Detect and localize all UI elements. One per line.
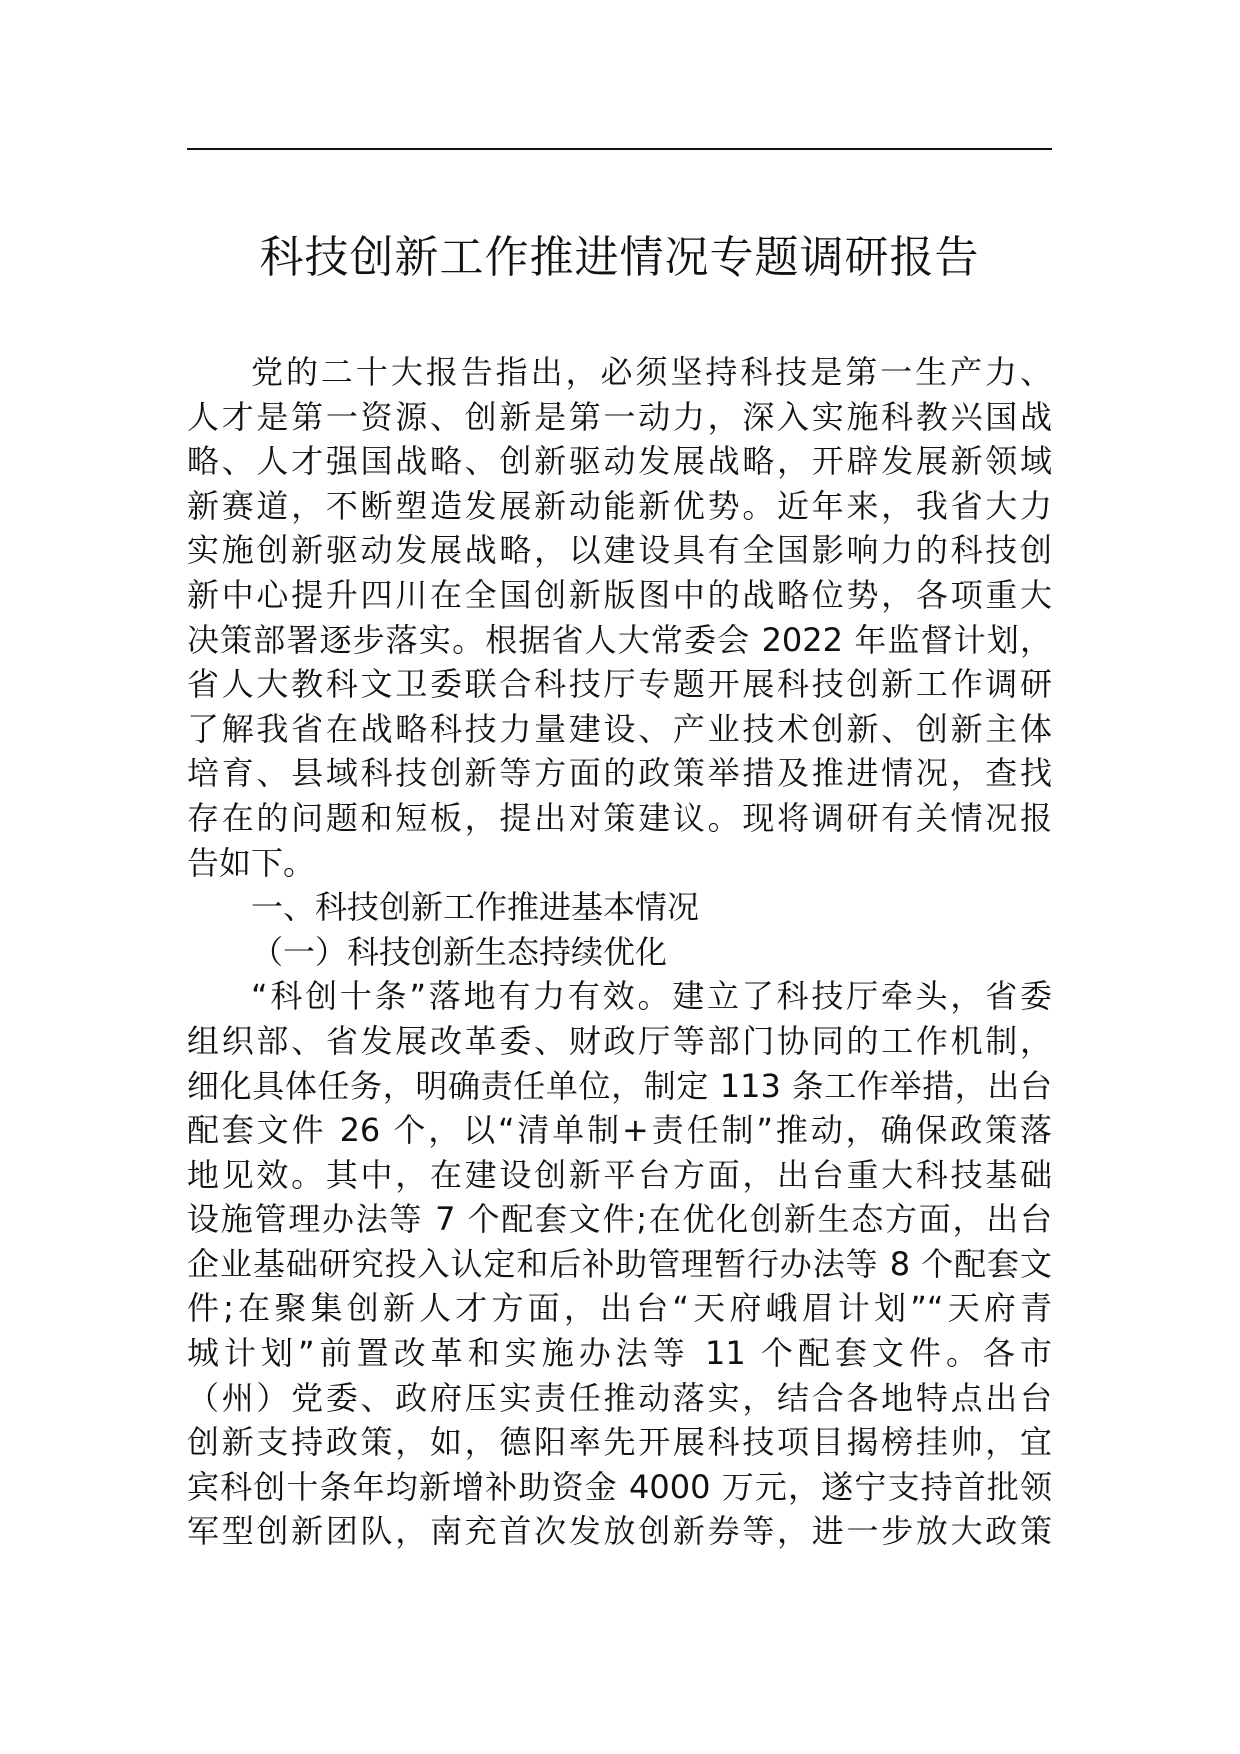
body-line-text: 略、人才强国战略、创新驱动发展战略，开辟发展新领域 [187,442,1052,481]
body-line-text: 军型创新团队，南充首次发放创新券等，进一步放大政策 [187,1512,1052,1551]
body-line [187,1064,1052,1109]
body-line [187,350,1052,395]
body-line-text: 创新支持政策，如，德阳率先开展科技项目揭榜挂帅，宜 [187,1423,1052,1462]
body-line-text: 实施创新驱动发展战略，以建设具有全国影响力的科技创 [187,531,1052,570]
body-line-text: 了解我省在战略科技力量建设、产业技术创新、创新主体 [187,709,1052,748]
body-line [187,796,1052,841]
body-line [187,1019,1052,1064]
body-line [187,885,1052,930]
document-title: 科技创新工作推进情况专题调研报告 [259,232,980,283]
body-line-text: （州）党委、政府压实责任推动落实，结合各地特点出台 [187,1378,1052,1417]
body-line [187,1108,1052,1153]
body-line [187,1197,1052,1242]
body-line-text: （一）科技创新生态持续优化 [251,932,668,971]
body-line-text: 新中心提升四川在全国创新版图中的战略位势，各项重大 [187,575,1052,614]
body-line-text: 省人大教科文卫委联合科技厅专题开展科技创新工作调研 [187,665,1052,704]
body-line-text: 决策部署逐步落实。根据省人大常委会 2022 年监督计划， [187,620,1052,659]
body-line-text: 人才是第一资源、创新是第一动力，深入实施科教兴国战 [187,397,1052,436]
body-line [187,751,1052,796]
body-line [187,662,1052,707]
body-line-text: 件;在聚集创新人才方面，出台“天府峨眉计划”“天府青 [187,1289,1052,1328]
body-line-text: 配套文件 26 个，以“清单制+责任制”推动，确保政策落 [187,1111,1052,1150]
body-line-text: 存在的问题和短板，提出对策建议。现将调研有关情况报 [187,798,1052,837]
body-line [187,930,1052,975]
body-line [187,707,1052,752]
body-line [187,1153,1052,1198]
body-line [187,974,1052,1019]
body-line-text: 城计划”前置改革和实施办法等 11 个配套文件。各市 [187,1334,1052,1373]
body-line-text: 党的二十大报告指出，必须坚持科技是第一生产力、 [251,353,1052,391]
body-line-text: 宾科创十条年均新增补助资金 4000 万元，遂宁支持首批领 [187,1467,1052,1506]
body-line [187,395,1052,440]
body-line-text: 企业基础研究投入认定和后补助管理暂行办法等 8 个配套文 [187,1244,1052,1283]
body-line [187,1509,1052,1554]
body-line [187,1331,1052,1376]
body-line-text: 一、科技创新工作推进基本情况 [251,888,700,927]
body-line [187,439,1052,484]
body-line-text: 地见效。其中，在建设创新平台方面，出台重大科技基础 [187,1155,1052,1194]
body-line [187,841,1052,886]
header-rule [187,148,1052,150]
body-line [187,1242,1052,1287]
body-line-text: 告如下。 [187,843,316,882]
body-line-text: 细化具体任务，明确责任单位，制定 113 条工作举措，出台 [187,1066,1052,1105]
body-line [187,573,1052,618]
body-line-text: 新赛道，不断塑造发展新动能新优势。近年来，我省大力 [187,486,1052,525]
body-line [187,1286,1052,1331]
body-line [187,528,1052,573]
body-line [187,1420,1052,1465]
body-line-text: “科创十条”落地有力有效。建立了科技厅牵头，省委 [251,977,1052,1016]
body-line [187,618,1052,663]
document-body [187,350,1052,1554]
body-line-text: 培育、县域科技创新等方面的政策举措及推进情况，查找 [187,754,1052,793]
body-line-text: 设施管理办法等 7 个配套文件;在优化创新生态方面，出台 [187,1200,1052,1239]
body-line-text: 组织部、省发展改革委、财政厅等部门协同的工作机制， [187,1021,1052,1060]
body-line [187,1465,1052,1510]
body-line [187,1376,1052,1421]
body-line [187,484,1052,529]
